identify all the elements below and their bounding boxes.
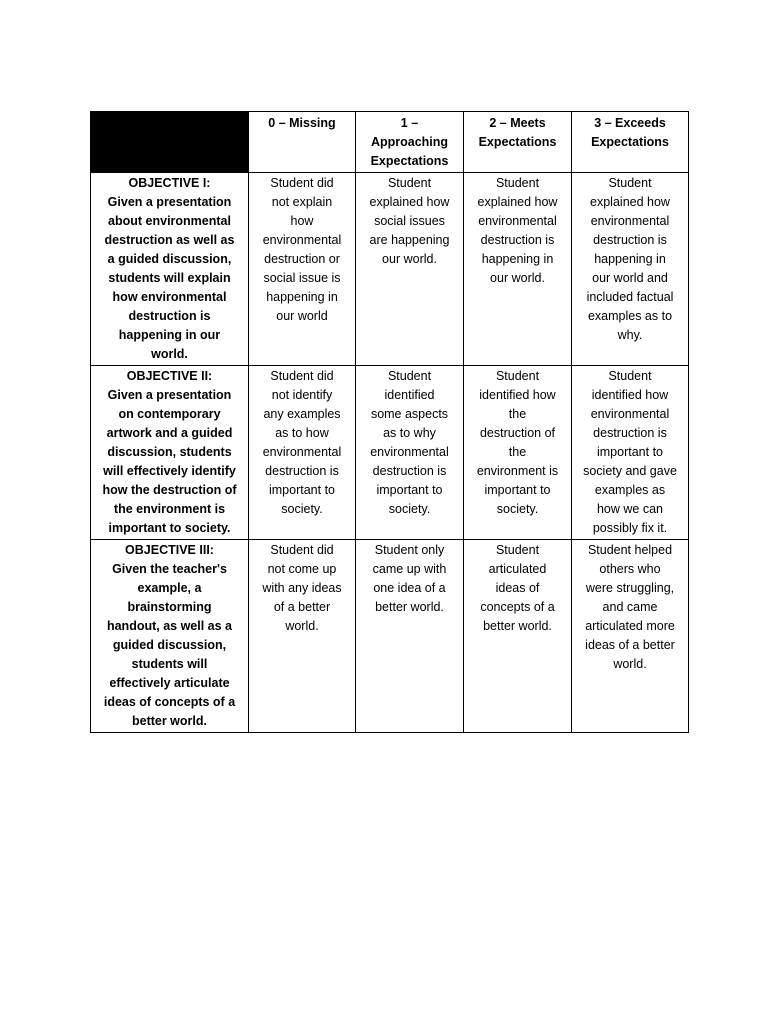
table-cell: Student explained how environmental destruction is happening in our world.: [464, 173, 572, 366]
table-cell: Student identified how environmental destruction is important to society and gave examples as how we can possibly fix it.: [572, 366, 689, 540]
table-row: [91, 173, 689, 366]
table-cell: Student did not identify any examples as to how environmental destruction is important to society.: [249, 366, 356, 540]
rubric-table: [90, 111, 689, 733]
header-exceeds-expectations: 3 – Exceeds Expectations: [572, 112, 689, 173]
header-missing: 0 – Missing: [249, 112, 356, 173]
table-cell: Student explained how social issues are happening our world.: [356, 173, 464, 366]
header-row: [91, 112, 689, 173]
objective-3-cell: OBJECTIVE III: Given the teacher's example, a brainstorming handout, as well as a guided discussion, students will effectively articulate ideas of concepts of a better world.: [91, 540, 249, 733]
table-cell: Student only came up with one idea of a better world.: [356, 540, 464, 733]
header-approaching-expectations: 1 – Approaching Expectations: [356, 112, 464, 173]
table-cell: Student identified some aspects as to why environmental destruction is important to society.: [356, 366, 464, 540]
table-row: [91, 366, 689, 540]
table-cell: Student did not come up with any ideas of a better world.: [249, 540, 356, 733]
header-meets-expectations: 2 – Meets Expectations: [464, 112, 572, 173]
table-cell: Student articulated ideas of concepts of a better world.: [464, 540, 572, 733]
table-cell: Student identified how the destruction of the environment is important to society.: [464, 366, 572, 540]
objective-2-cell: OBJECTIVE II: Given a presentation on contemporary artwork and a guided discussion, students will effectively identify how the destruction of the environment is important to society.: [91, 366, 249, 540]
corner-cell: [91, 112, 249, 173]
table-cell: Student explained how environmental destruction is happening in our world and included factual examples as to why.: [572, 173, 689, 366]
table-row: [91, 540, 689, 733]
table-cell: Student helped others who were struggling, and came articulated more ideas of a better world.: [572, 540, 689, 733]
objective-1-cell: OBJECTIVE I: Given a presentation about environmental destruction as well as a guided discussion, students will explain how environmental destruction is happening in our world.: [91, 173, 249, 366]
table-cell: Student did not explain how environmental destruction or social issue is happening in our world: [249, 173, 356, 366]
